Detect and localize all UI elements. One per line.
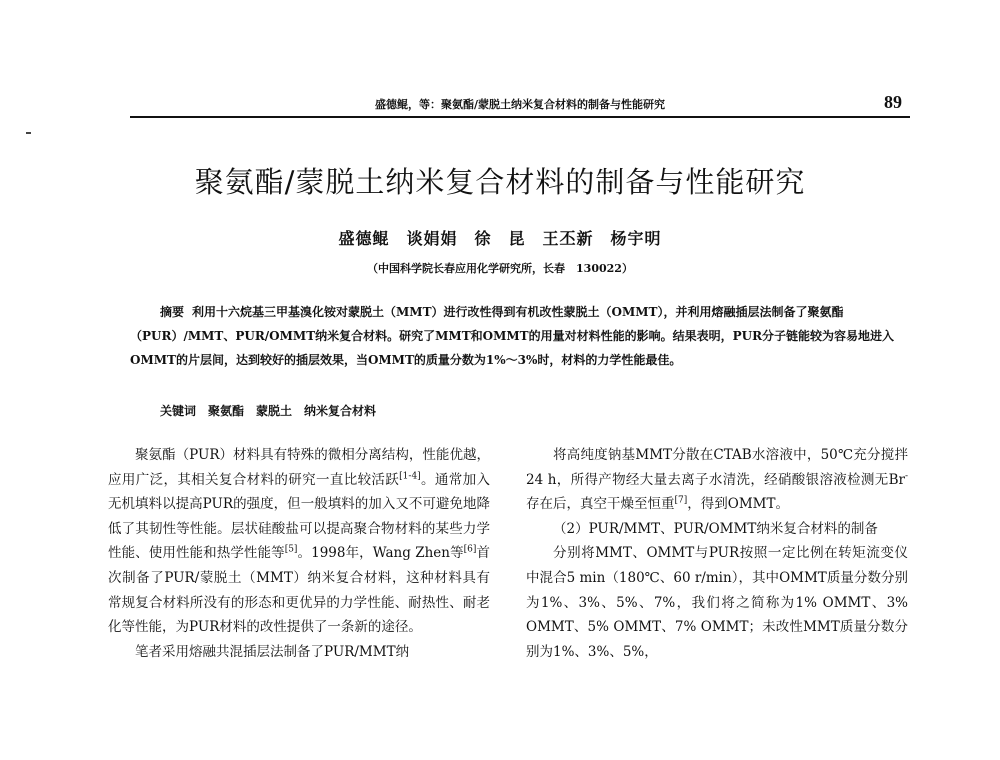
- composite-prep-paragraph: 分别将MMT、OMMT与PUR按照一定比例在转矩流变仪中混合5 min（180℃、60 r/min），其中OMMT质量分数分别为1%、3%、5%、7%，我们将之简称为1% OMMT、3% OMMT、5% OMMT、7% OMMT；未改性MMT质量分数分别为1%、3%、5%，: [526, 545, 908, 660]
- section-heading: （2）PUR/MMT、PUR/OMMT纳米复合材料的制备: [553, 520, 878, 537]
- body-column-right: [526, 443, 908, 664]
- citation: [7]: [674, 495, 688, 506]
- page-number: 89: [884, 92, 902, 112]
- running-header: [130, 92, 910, 118]
- citation: [5]: [284, 544, 298, 555]
- author-list: 盛德鲲 谈娟娟 徐 昆 王丕新 杨宇明: [338, 229, 662, 248]
- running-title: 盛德鲲，等：聚氨酯/蒙脱土纳米复合材料的制备与性能研究: [374, 98, 665, 111]
- intro-text-4: 首次制备了PUR/蒙脱土（MMT）纳米复合材料，这种材料具有常规复合材料所没有的形态和更优异的力学性能、耐热性、耐老化等性能，为PUR材料的改性提供了一条新的途径。: [108, 545, 491, 636]
- intro-paragraph: [108, 443, 490, 640]
- intro-text-1: 聚氨酯（PUR）材料具有特殊的微相分离结构，性能优越，应用广泛，其相关复合材料的研究一直比较活跃: [108, 447, 490, 488]
- superscript-charge: -: [904, 471, 908, 482]
- abstract-label: 摘要: [160, 305, 185, 319]
- omt-prep-paragraph: [526, 443, 908, 517]
- omt-prep-text-1: 将高纯度钠基MMT分散在CTAB水溶液中，50℃充分搅拌24 h，所得产物经大量去离子水清洗，经硝酸银溶液检测无Br: [526, 447, 908, 488]
- citation: [6]: [463, 544, 477, 555]
- omt-prep-text-3: ，得到OMMT。: [687, 496, 789, 513]
- method-paragraph: 笔者采用熔融共混插层法制备了PUR/MMT纳: [135, 643, 410, 660]
- citation: [1-4]: [399, 471, 421, 482]
- article-title: 聚氨酯/蒙脱土纳米复合材料的制备与性能研究: [194, 165, 806, 199]
- body-column-left: [108, 443, 490, 664]
- intro-text-3: 。1998年，Wang Zhen等: [297, 545, 464, 562]
- keywords-label: 关键词: [160, 404, 197, 418]
- keywords-text: 聚氨酯 蒙脱土 纳米复合材料: [208, 404, 377, 418]
- keywords: [160, 402, 900, 419]
- abstract: [130, 300, 910, 372]
- abstract-text: 利用十六烷基三甲基溴化铵对蒙脱土（MMT）进行改性得到有机改性蒙脱土（OMMT），并利用熔融插层法制备了聚氨酯（PUR）/MMT、PUR/OMMT纳米复合材料。研究了MMT和OMMT的用量对材料性能的影响。结果表明，PUR分子链能较为容易地进入OMMT的片层间，达到较好的插层效果，当OMMT的质量分数为1%～3%时，材料的力学性能最佳。: [130, 305, 895, 367]
- scan-mark: [26, 132, 31, 134]
- intro-text-2: 。通常加入无机填料以提高PUR的强度，但一般填料的加入又不可避免地降低了其韧性等性能。层状硅酸盐可以提高聚合物材料的某些力学性能、使用性能和热学性能等: [108, 471, 491, 562]
- omt-prep-text-2: 存在后，真空干燥至恒重: [526, 496, 675, 513]
- affiliation: （中国科学院长春应用化学研究所，长春 130022）: [367, 262, 633, 275]
